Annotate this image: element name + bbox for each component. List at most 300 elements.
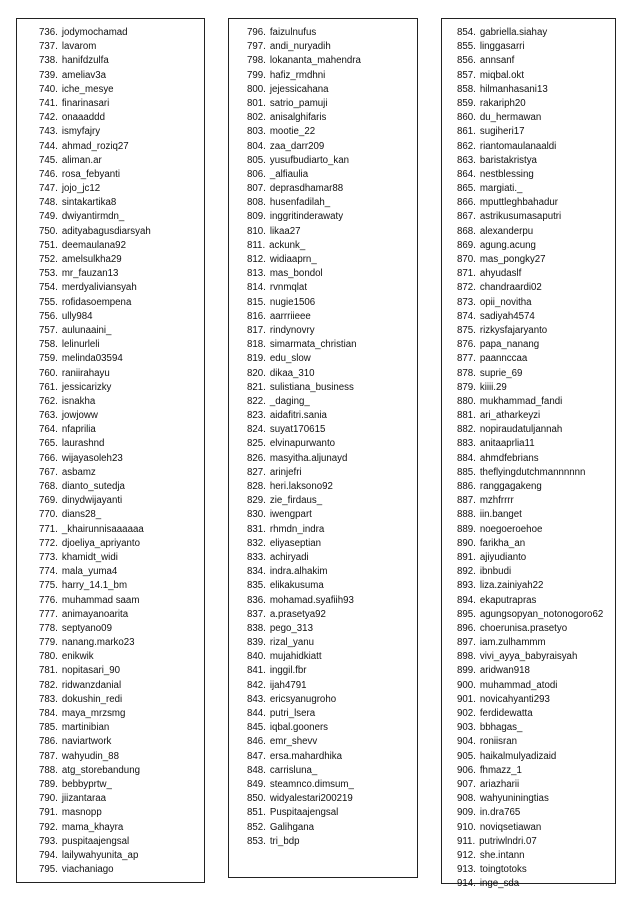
entry-number: 854. [457, 27, 476, 38]
username: likaa27 [269, 225, 301, 237]
username: enikwik [61, 651, 94, 663]
list-item [17, 111, 204, 125]
list-item [442, 296, 615, 310]
username: tri_bdp [269, 835, 300, 847]
username: adityabagusdiarsyah [61, 225, 151, 237]
entry-number: 833. [247, 551, 266, 563]
username: mama_khayra [61, 821, 124, 833]
list-item [17, 480, 204, 494]
entry-number: 800. [247, 83, 266, 95]
username: hilmanhasani13 [479, 83, 548, 95]
username: emr_shevv [269, 736, 318, 748]
list-item [17, 594, 204, 608]
list-item [229, 168, 417, 182]
list-item [229, 508, 417, 522]
username: ari_atharkeyzi [479, 410, 541, 422]
list-item [17, 494, 204, 508]
entry-number: 901. [457, 693, 476, 705]
entry-number: 912. [457, 849, 476, 861]
list-item [229, 210, 417, 224]
entry-number: 762. [39, 395, 58, 407]
username: mzhfrrrr [479, 495, 514, 507]
entry-number: 872. [457, 282, 476, 294]
list-item [442, 466, 615, 480]
entry-number: 846. [247, 736, 266, 748]
entry-number: 826. [247, 452, 266, 464]
entry-number: 905. [457, 750, 476, 762]
username: zie_firdaus_ [269, 495, 323, 507]
username: aidafitri.sania [269, 410, 327, 422]
entry-number: 793. [39, 835, 58, 847]
entry-number: 755. [39, 296, 58, 308]
username: jojo_jc12 [61, 183, 101, 195]
username: mas_bondol [269, 268, 323, 280]
username: rindynovry [269, 324, 315, 336]
entry-number: 743. [39, 126, 58, 138]
list-item [17, 196, 204, 210]
entry-number: 761. [39, 381, 58, 393]
list-item [442, 764, 615, 778]
list-item [17, 69, 204, 83]
username: martinibian [61, 722, 110, 734]
username: finarinasari [61, 97, 110, 109]
username: she.intann [479, 849, 525, 861]
list-item [229, 480, 417, 494]
entry-number: 897. [457, 637, 476, 649]
entry-number: 807. [247, 183, 266, 195]
list-item [442, 154, 615, 168]
username: sugiheri17 [479, 126, 525, 138]
list-item [17, 508, 204, 522]
list-item [229, 310, 417, 324]
entry-number: 903. [457, 722, 476, 734]
list-item [17, 650, 204, 664]
list-item [442, 806, 615, 820]
list-item [442, 210, 615, 224]
entry-number: 822. [247, 395, 266, 407]
username: a.prasetya92 [269, 608, 326, 620]
entry-number: 801. [247, 97, 266, 109]
list-item [229, 409, 417, 423]
entry-number: 765. [39, 438, 58, 450]
entry-number: 745. [39, 154, 58, 166]
username: nugie1506 [269, 296, 316, 308]
username: alexanderpu [479, 225, 534, 237]
list-item [442, 835, 615, 849]
entry-number: 852. [247, 821, 266, 833]
entry-number: 832. [247, 537, 266, 549]
list-item [442, 83, 615, 97]
username: rvnmqlat [269, 282, 308, 294]
list-item [229, 466, 417, 480]
list-item [229, 778, 417, 792]
username: masyitha.aljunayd [269, 452, 348, 464]
list-item [442, 338, 615, 352]
list-item [17, 863, 204, 877]
entry-number: 821. [247, 381, 266, 393]
list-item [229, 565, 417, 579]
username: inggil.fbr [269, 665, 307, 677]
username: noviqsetiawan [479, 821, 542, 833]
entry-number: 747. [39, 183, 58, 195]
username: heri.laksono92 [269, 481, 333, 492]
entry-number: 890. [457, 537, 476, 549]
username: harry_14.1_bm [61, 580, 128, 592]
username: ajiyudianto [479, 551, 527, 563]
username: choerunisa.prasetyo [479, 622, 568, 634]
list-item [442, 40, 615, 54]
list-item [229, 281, 417, 295]
username: putriwlndri.07 [479, 835, 537, 847]
username: nopiraudatuljannah [479, 424, 563, 436]
list-item [17, 579, 204, 593]
list-item [17, 622, 204, 636]
list-item [17, 721, 204, 735]
username: sadiyah4574 [479, 310, 535, 322]
entry-number: 907. [457, 778, 476, 790]
list-item [17, 792, 204, 806]
username: anitaaprlia11 [479, 438, 535, 450]
username: dians28_ [61, 509, 102, 521]
username: elvinapurwanto [269, 438, 336, 450]
username: ibnbudi [479, 566, 512, 578]
entry-number: 759. [39, 353, 58, 365]
username: iqbal.gooners [269, 722, 329, 734]
username: zaa_darr209 [269, 140, 325, 152]
entry-number: 737. [39, 41, 58, 53]
entry-number: 786. [39, 736, 58, 748]
list-item [17, 225, 204, 239]
entry-number: 753. [39, 268, 58, 280]
list-item [17, 664, 204, 678]
entry-number: 781. [39, 665, 58, 677]
username: edu_slow [269, 353, 311, 365]
list-item [442, 480, 615, 494]
entry-number: 803. [247, 126, 266, 138]
list-item [17, 168, 204, 182]
entry-number: 738. [39, 55, 58, 67]
username: amelsulkha29 [61, 254, 122, 265]
username-list [442, 26, 615, 891]
entry-number: 766. [39, 452, 58, 464]
entry-number: 777. [39, 608, 58, 620]
list-item [442, 821, 615, 835]
username: nopitasari_90 [61, 665, 121, 677]
list-item [229, 551, 417, 565]
username: mr_fauzan13 [61, 268, 119, 280]
username: haikalmulyadizaid [479, 750, 557, 762]
username: ferdidewatta [479, 708, 533, 719]
list-item [229, 352, 417, 366]
list-item [442, 239, 615, 253]
username: muhammad saam [61, 594, 140, 606]
entry-number: 899. [457, 665, 476, 677]
username: _daging_ [269, 395, 310, 407]
username: viachaniago [61, 864, 114, 876]
entry-number: 882. [457, 424, 476, 436]
entry-number: 853. [247, 835, 266, 847]
entry-number: 843. [247, 693, 266, 705]
entry-number: 855. [457, 41, 476, 53]
entry-number: 845. [247, 722, 266, 734]
list-item [229, 750, 417, 764]
list-item [17, 693, 204, 707]
list-item [442, 381, 615, 395]
entry-number: 889. [457, 523, 476, 535]
username: Galihgana [269, 821, 315, 833]
entry-number: 774. [39, 566, 58, 578]
entry-number: 792. [39, 821, 58, 833]
entry-number: 900. [457, 679, 476, 691]
list-item [442, 579, 615, 593]
username: roniisran [479, 736, 518, 748]
list-item [17, 154, 204, 168]
entry-number: 814. [247, 282, 266, 294]
username: atg_storebandung [61, 764, 140, 776]
list-item [442, 26, 615, 40]
list-item [229, 423, 417, 437]
list-item [229, 579, 417, 593]
entry-number: 834. [247, 566, 266, 578]
list-item [442, 125, 615, 139]
entry-number: 812. [247, 254, 266, 265]
username: agung.acung [479, 239, 536, 251]
list-item [17, 778, 204, 792]
list-item [17, 750, 204, 764]
list-item [17, 437, 204, 451]
entry-number: 768. [39, 481, 58, 492]
entry-number: 751. [39, 239, 58, 251]
list-item [229, 437, 417, 451]
username: aridwan918 [479, 665, 530, 677]
username: aliman.ar [61, 154, 102, 166]
username: nanang.marko23 [61, 637, 135, 649]
username: novicahyanti293 [479, 693, 550, 705]
username: ijah4791 [269, 679, 307, 691]
list-item [442, 792, 615, 806]
list-item [17, 310, 204, 324]
list-item [442, 423, 615, 437]
entry-number: 806. [247, 168, 266, 180]
entry-number: 776. [39, 594, 58, 606]
list-item [442, 324, 615, 338]
entry-number: 885. [457, 466, 476, 478]
list-item [229, 367, 417, 381]
list-item [17, 296, 204, 310]
entry-number: 758. [39, 339, 58, 351]
username: dinydwijayanti [61, 495, 123, 507]
username: ully984 [61, 310, 93, 322]
username: iam.zulhammm [479, 637, 546, 649]
entry-number: 791. [39, 807, 58, 819]
list-item [442, 537, 615, 551]
entry-number: 783. [39, 693, 58, 705]
username: lavarom [61, 41, 97, 53]
list-item [229, 608, 417, 622]
username: steamnco.dimsum_ [269, 778, 354, 790]
list-item [442, 735, 615, 749]
list-item [442, 253, 615, 267]
list-item [442, 182, 615, 196]
entry-number: 748. [39, 197, 58, 209]
list-item [442, 437, 615, 451]
username: rosa_febyanti [61, 168, 121, 180]
username: aulunaaini_ [61, 324, 112, 336]
list-item [17, 466, 204, 480]
username: raniirahayu [61, 367, 110, 379]
list-item [229, 622, 417, 636]
entry-number: 867. [457, 211, 476, 223]
username: dikaa_310 [269, 367, 315, 379]
list-item [229, 140, 417, 154]
username: khamidt_widi [61, 551, 118, 563]
list-item [229, 381, 417, 395]
entry-number: 757. [39, 324, 58, 336]
list-item [229, 679, 417, 693]
username: farikha_an [479, 537, 526, 549]
entry-number: 893. [457, 580, 476, 592]
username: elikakusuma [269, 580, 324, 592]
entry-number: 825. [247, 438, 266, 450]
entry-number: 787. [39, 750, 58, 762]
list-item [442, 622, 615, 636]
username: faizulnufus [269, 27, 317, 38]
list-item [442, 693, 615, 707]
list-item [229, 693, 417, 707]
entry-number: 797. [247, 41, 266, 53]
username: satrio_pamuji [269, 97, 328, 109]
list-item [229, 26, 417, 40]
entry-number: 788. [39, 764, 58, 776]
list-item [229, 182, 417, 196]
username: noegoeroehoe [479, 523, 543, 535]
entry-number: 813. [247, 268, 266, 280]
entry-number: 760. [39, 367, 58, 379]
username: ericsyanugroho [269, 693, 337, 705]
list-item [17, 40, 204, 54]
list-item [229, 196, 417, 210]
entry-number: 865. [457, 183, 476, 195]
list-item [17, 849, 204, 863]
entry-number: 841. [247, 665, 266, 677]
list-item [442, 679, 615, 693]
username-list-column-1 [16, 18, 205, 883]
entry-number: 827. [247, 466, 266, 478]
list-item [442, 225, 615, 239]
list-item [17, 253, 204, 267]
list-item [442, 367, 615, 381]
entry-number: 870. [457, 254, 476, 265]
entry-number: 866. [457, 197, 476, 209]
entry-number: 790. [39, 793, 58, 805]
entry-number: 771. [39, 523, 58, 535]
entry-number: 869. [457, 239, 476, 251]
list-item [442, 140, 615, 154]
username: fhmazz_1 [479, 764, 522, 776]
list-item [229, 225, 417, 239]
list-item [17, 551, 204, 565]
username: isnakha [61, 395, 96, 407]
username: theflyingdutchmannnnnn [479, 466, 586, 478]
entry-number: 780. [39, 651, 58, 663]
entry-number: 873. [457, 296, 476, 308]
username: kiiii.29 [479, 381, 507, 393]
entry-number: 877. [457, 353, 476, 365]
username: mukhammad_fandi [479, 395, 563, 407]
list-item [229, 69, 417, 83]
entry-number: 880. [457, 395, 476, 407]
username: jessicarizky [61, 381, 112, 393]
list-item [442, 409, 615, 423]
entry-number: 898. [457, 651, 476, 663]
username: rakariph20 [479, 97, 526, 109]
username-list [17, 26, 204, 877]
entry-number: 910. [457, 821, 476, 833]
list-item [17, 565, 204, 579]
list-item [229, 537, 417, 551]
username: onaaaddd [61, 112, 105, 124]
list-item [17, 636, 204, 650]
entry-number: 871. [457, 268, 476, 280]
list-item [229, 707, 417, 721]
username: iwengpart [269, 509, 312, 521]
list-item [442, 778, 615, 792]
username: iin.banget [479, 509, 522, 521]
entry-number: 802. [247, 112, 266, 124]
list-item [229, 125, 417, 139]
entry-number: 908. [457, 793, 476, 805]
username: astrikusumasaputri [479, 211, 562, 223]
entry-number: 773. [39, 551, 58, 563]
username: toingtotoks [479, 864, 527, 876]
list-item [229, 792, 417, 806]
username: eliyaseptian [269, 537, 322, 549]
username-list [229, 26, 417, 849]
list-item [17, 324, 204, 338]
list-item [17, 537, 204, 551]
entry-number: 838. [247, 622, 266, 634]
username: ersa.mahardhika [269, 750, 343, 762]
list-item [229, 523, 417, 537]
username: ahmdfebrians [479, 452, 539, 464]
entry-number: 879. [457, 381, 476, 393]
list-item [17, 26, 204, 40]
username: opii_novitha [479, 296, 532, 308]
entry-number: 857. [457, 69, 476, 81]
entry-number: 837. [247, 608, 266, 620]
username: carrisluna_ [269, 764, 318, 776]
username: du_hermawan [479, 112, 542, 124]
entry-number: 886. [457, 481, 476, 492]
entry-number: 823. [247, 410, 266, 422]
username: anisalghifaris [269, 112, 327, 124]
username: achiryadi [269, 551, 309, 563]
list-item [442, 352, 615, 366]
entry-number: 767. [39, 466, 58, 478]
entry-number: 842. [247, 679, 266, 691]
entry-number: 858. [457, 83, 476, 95]
username: deemaulana92 [61, 239, 126, 251]
username: simarmata_christian [269, 339, 357, 351]
entry-number: 835. [247, 580, 266, 592]
entry-number: 851. [247, 807, 266, 819]
entry-number: 736. [39, 27, 58, 38]
entry-number: 817. [247, 324, 266, 336]
entry-number: 796. [247, 27, 266, 38]
entry-number: 810. [247, 225, 266, 237]
username: lailywahyunita_ap [61, 849, 139, 861]
list-item [17, 764, 204, 778]
